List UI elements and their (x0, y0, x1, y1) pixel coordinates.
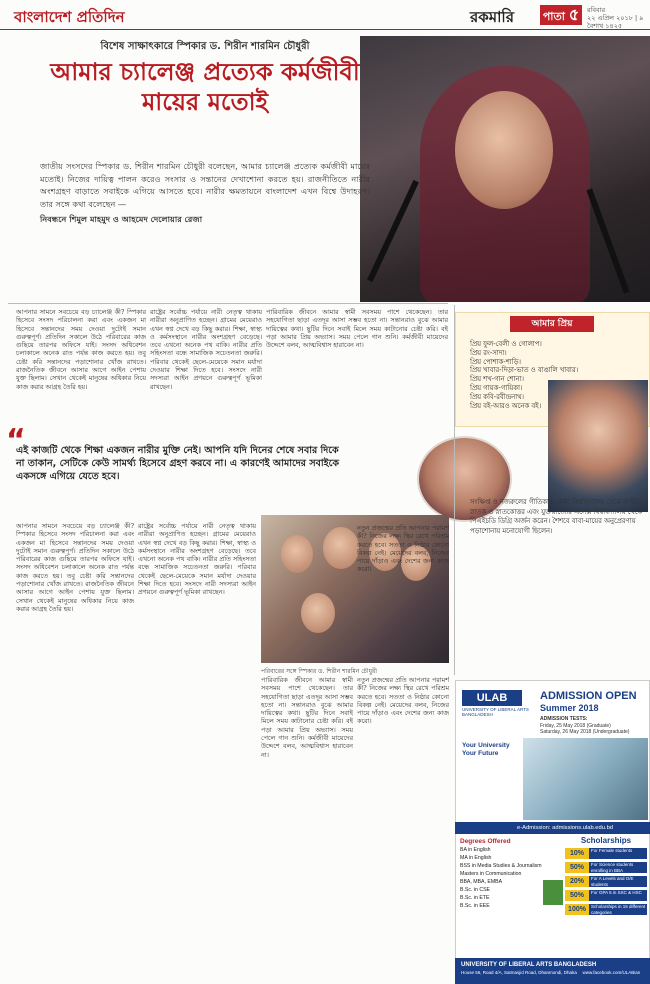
article-column-8: নতুন প্রজন্মের প্রতি আপনার পরামর্শ কী? নিজের লক্ষ্য স্থির রেখে পরিশ্রম করতে হবে। সততা ও নিষ্ঠার কোনো বিকল্প নেই। মেয়েদের বলব, নিজের পায়ে দাঁড়াও এবং দেশের জন্য কাজ করো। (357, 524, 449, 574)
ad-footer-web[interactable]: www.facebook.com/ULABian (582, 970, 641, 975)
scholarship-row (565, 904, 647, 915)
ad-test-date: Friday, 25 May 2018 (Graduate) (540, 722, 611, 729)
page-number: ৫ (568, 5, 580, 24)
article-kicker: বিশেষ সাক্ষাৎকারে স্পিকার ড. শিরীন শারমিন চৌধুরী (100, 41, 310, 52)
degree-item: B.Sc. in ETE (460, 895, 490, 901)
masthead (0, 0, 650, 30)
ad-headline-line2: Summer 2018 (540, 703, 599, 713)
favorite-item: প্রিয় কবি-রবীন্দ্রনাথ। (470, 392, 524, 401)
speaker-main-photo (360, 36, 650, 302)
date-full: ২২ এপ্রিল ২০১৮ | ৯ বৈশাখ ১৪২৫ (587, 14, 644, 30)
date-block (587, 6, 650, 30)
speaker-portrait (548, 380, 648, 512)
degree-item: BBA, MBA, EMBA (460, 879, 503, 885)
pull-quote-text: এই কাজটি থেকে শিক্ষা একজন নারীর মুক্তি নেই। আপনি যদি দিনের শেষে সবার দিকে না তাকান, সেটিকে কেউ সামর্থ্য হিসেবে গ্রহণ করবে না। এ কারণেই আমাদের সবাইকে একসঙ্গে এগিয়ে যেতে হবে। (16, 445, 340, 482)
scholarship-pct: 10% (565, 848, 589, 859)
microphone-shape-2 (586, 188, 629, 293)
date-day: রবিবার (587, 6, 606, 14)
person-shape (323, 527, 359, 569)
favorite-item: প্রিয় রং-সাদা। (470, 348, 507, 357)
speaker-bio: সংক্ষিপ্ত ও নজরুলের গীতিকার। ঢাকা বিশ্ববিদ্যালয় থেকে আইনে স্নাতক ও স্নাতকোত্তর এবং যুক্তরাজ্যের এসেক্স বিশ্ববিদ্যালয় থেকে পিএইচডি ডিগ্রি অর্জন করেন। শৈশবে বাবা-মায়ের অনুপ্রেরণায় পড়াশোনায় মনোযোগী ছিলেন। (470, 498, 643, 535)
scholarship-row (565, 890, 647, 901)
page-word: পাতা (542, 10, 565, 23)
article-column-5: রাষ্ট্রের সর্বোচ্চ পর্যায়ে নারী নেতৃত্ব থাকায় নারীরা অনুপ্রাণিত হচ্ছেন। গ্রামের মেয়েরাও এখন স্বপ্ন দেখে বড় কিছু করার। শিক্ষা, স্বাস্থ্য ও কর্মসংস্থানে নারীর অংশগ্রহণ বেড়েছে। তবে এখনো অনেক পথ বাকি। নারীর প্রতি সহিংসতা বন্ধে সামাজিক সচেতনতা জরুরি। পরিবার থেকেই ছেলে-মেয়েকে সমান মর্যাদা দেওয়ার শিক্ষা দিতে হবে। সংসদে নারী সদস্যরা আইন প্রণয়নে গুরুত্বপূর্ণ ভূমিকা রাখছেন। (138, 522, 256, 597)
green-campus-badge (543, 880, 563, 905)
ad-footer-address: House 56, Road 4/A, Satmasjid Road, Dhanmondi, Dhaka (461, 970, 577, 975)
article-byline: নিবন্ধনে শিমুল মাহমুদ ও আহমেদ দেলোয়ার রেজা (40, 214, 203, 224)
scholarship-label: For Female students (589, 848, 647, 859)
ad-students-photo (523, 738, 648, 820)
scholarship-pct: 100% (565, 904, 589, 915)
article-column-2: রাষ্ট্রের সর্বোচ্চ পর্যায়ে নারী নেতৃত্ব থাকায় নারীরা অনুপ্রাণিত হচ্ছেন। গ্রামের মেয়েরাও এখন স্বপ্ন দেখে বড় কিছু করার। শিক্ষা, স্বাস্থ্য ও কর্মসংস্থানে নারীর অংশগ্রহণ বেড়েছে। তবে এখনো অনেক পথ বাকি। নারীর প্রতি সহিংসতা বন্ধে সামাজিক সচেতনতা জরুরি। পরিবার থেকেই ছেলে-মেয়েকে সমান মর্যাদা দেওয়ার শিক্ষা দিতে হবে। সংসদে নারী সদস্যরা আইন প্রণয়নে গুরুত্বপূর্ণ ভূমিকা রাখছেন। (150, 308, 262, 391)
pull-quote (6, 423, 346, 516)
article-column-3: পারিবারিক জীবনে আমার স্বামী সবসময় পাশে থেকেছেন। তার সহযোগিতা ছাড়া এতদূর আসা সম্ভব হতো না। সন্তানরাও বুঝে আমার দায়িত্বের কথা। ছুটির দিনে সবাই মিলে সময় কাটানোর চেষ্টা করি। বই পড়া আমার প্রিয় অভ্যাস। সময় পেলে গান শুনি। কর্মজীবী মায়েদের উদ্দেশে বলব, আত্মবিশ্বাস হারাবেন না। (266, 308, 448, 350)
quote-mark-icon: “ (6, 423, 26, 458)
scholarship-row (565, 848, 647, 859)
favorite-item: প্রিয় পোশাক-শাড়ি। (470, 357, 521, 366)
newspaper-brand[interactable]: বাংলাদেশ প্রতিদিন (14, 8, 125, 26)
degree-item: B.Sc. in EEE (460, 903, 490, 909)
person-shape (301, 593, 335, 633)
divider (8, 303, 448, 304)
ad-headline (540, 690, 645, 714)
section-title: রকমারি (470, 8, 514, 26)
article-lead (40, 160, 370, 226)
article-column-4: আপনার সামনে সবচেয়ে বড় চ্যালেঞ্জ কী? স্পিকার হিসেবে সংসদ পরিচালনা করা এবং একজন মা হিসেবে সন্তানদের সময় দেওয়া দুটোই সমান গুরুত্বপূর্ণ। প্রতিদিন সকালে উঠে পরিবারের কাজ গুছিয়ে তারপর অফিসে যাই। সংসদ অধিবেশন চলাকালে অনেক রাত পর্যন্ত কাজ করতে হয়। তবু চেষ্টা করি সন্তানদের পড়াশোনার খোঁজ রাখতে। রাজনৈতিক জীবনে আসার আগে আইন পেশায় যুক্ত ছিলাম। সেখান থেকেই মানুষের অধিকার নিয়ে কাজ করার আগ্রহ তৈরি হয়। (16, 522, 134, 613)
scholarship-row (565, 876, 647, 887)
favorite-item: প্রিয় শখ-গান শোনা। (470, 375, 524, 384)
microphone-shape (367, 180, 419, 282)
photo-face-shape (455, 91, 553, 209)
article-column-6: পারিবারিক জীবনে আমার স্বামী সবসময় পাশে থেকেছেন। তার সহযোগিতা ছাড়া এতদূর আসা সম্ভব হতো না। সন্তানরাও বুঝে আমার দায়িত্বের কথা। ছুটির দিনে সবাই মিলে সময় কাটানোর চেষ্টা করি। বই পড়া আমার প্রিয় অভ্যাস। সময় পেলে গান শুনি। কর্মজীবী মায়েদের উদ্দেশে বলব, আত্মবিশ্বাস হারাবেন না। (261, 676, 353, 759)
degree-item: Masters in Communication (460, 871, 522, 877)
column-divider (454, 305, 455, 675)
ad-slogan-line2: Your Future (462, 750, 499, 757)
favorite-item: প্রিয় বই-আরও অনেক বই। (470, 401, 542, 410)
ad-test-date: Saturday, 26 May 2018 (Undergraduate) (540, 729, 630, 735)
ulab-logo: ULAB (462, 690, 522, 706)
article-column-7: নতুন প্রজন্মের প্রতি আপনার পরামর্শ কী? নিজের লক্ষ্য স্থির রেখে পরিশ্রম করতে হবে। সততা ও নিষ্ঠার কোনো বিকল্প নেই। মেয়েদের বলব, নিজের পায়ে দাঁড়াও এবং দেশের জন্য কাজ করো। (357, 676, 449, 726)
scholarship-label: For Science students enrolling in BBA (589, 862, 647, 873)
scholarship-pct: 50% (565, 862, 589, 873)
favorites-title: আমার প্রিয় (510, 316, 594, 332)
ad-slogan-line1: Your University (462, 742, 510, 749)
favorite-item: প্রিয় খাবার-দিড়া-ভাত ও বাঙালি খাবার। (470, 366, 579, 375)
scholarship-row (565, 862, 647, 873)
favorite-item: প্রিয় ফুল-বেলী ও গোলাপ। (470, 340, 542, 348)
scholarship-pct: 50% (565, 890, 589, 901)
article-headline: আমার চ্যালেঞ্জ প্রত্যেক কর্মজীবী মায়ের মতোই (50, 58, 360, 116)
ad-headline-line1: ADMISSION OPEN (540, 690, 637, 702)
ad-eadmission-link[interactable]: e-Admission: admissions.ulab.edu.bd (455, 822, 650, 834)
article-column-1: আপনার সামনে সবচেয়ে বড় চ্যালেঞ্জ কী? স্পিকার হিসেবে সংসদ পরিচালনা করা এবং একজন মা হিসেবে সন্তানদের সময় দেওয়া দুটোই সমান গুরুত্বপূর্ণ। প্রতিদিন সকালে উঠে পরিবারের কাজ গুছিয়ে তারপর অফিসে যাই। সংসদ অধিবেশন চলাকালে অনেক রাত পর্যন্ত কাজ করতে হয়। তবু চেষ্টা করি সন্তানদের পড়াশোনার খোঁজ রাখতে। রাজনৈতিক জীবনে আসার আগে আইন পেশায় যুক্ত ছিলাম। সেখান থেকেই মানুষের অধিকার নিয়ে কাজ করার আগ্রহ তৈরি হয়। (16, 308, 146, 391)
page-number-badge (540, 5, 582, 25)
scholarship-label: For A Levels and O/E students (589, 876, 647, 887)
ad-footer (455, 958, 650, 984)
degree-item: BSS in Media Studies & Journalism (460, 863, 542, 869)
ad-scholarships (565, 836, 647, 915)
favorite-item: প্রিয় গায়ক-গায়িকা। (470, 383, 523, 392)
scholarship-label: Scholarships in 15 different categories (591, 904, 646, 915)
ulab-logo-subtitle: UNIVERSITY OF LIBERAL ARTS BANGLADESH (462, 707, 529, 717)
degree-item: BA in English (460, 847, 491, 853)
degree-item: MA in English (460, 855, 492, 861)
ad-scholarships-title: Scholarships (580, 836, 632, 845)
person-shape (281, 535, 313, 573)
degree-item: B.Sc. in CSE (460, 887, 490, 893)
ad-test-dates (540, 716, 648, 736)
ad-tests-title: ADMISSION TESTS: (540, 716, 588, 722)
scholarship-pct: 20% (565, 876, 589, 887)
scholarship-label: For GPA 5 in SSC & HSC (589, 890, 647, 901)
family-photo-caption: পরিবারের সঙ্গে স্পিকার ড. শিরীন শারমিন চৌধুরী (261, 668, 377, 675)
ad-degrees-title: Degrees Offered (460, 838, 511, 845)
ad-footer-name: UNIVERSITY OF LIBERAL ARTS BANGLADESH (461, 962, 597, 968)
lead-text: জাতীয় সংসদের স্পিকার ড. শিরীন শারমিন চৌধুরী বলেছেন, আমার চ্যালেঞ্জ প্রত্যেক কর্মজীবী মায়ের মতোই। নিজের দায়িত্ব পালন করেও সংসার ও সন্তানের দেখাশোনা করতে হয়। রাজনীতিতে নারীর অংশগ্রহণ বাড়াতে সবাইকে এগিয়ে আসতে হবে। নারীর ক্ষমতায়নে বাংলাদেশ এখন বিশ্বে উদাহরণ। তার সঙ্গে কথা বলেছেন — (40, 161, 370, 209)
